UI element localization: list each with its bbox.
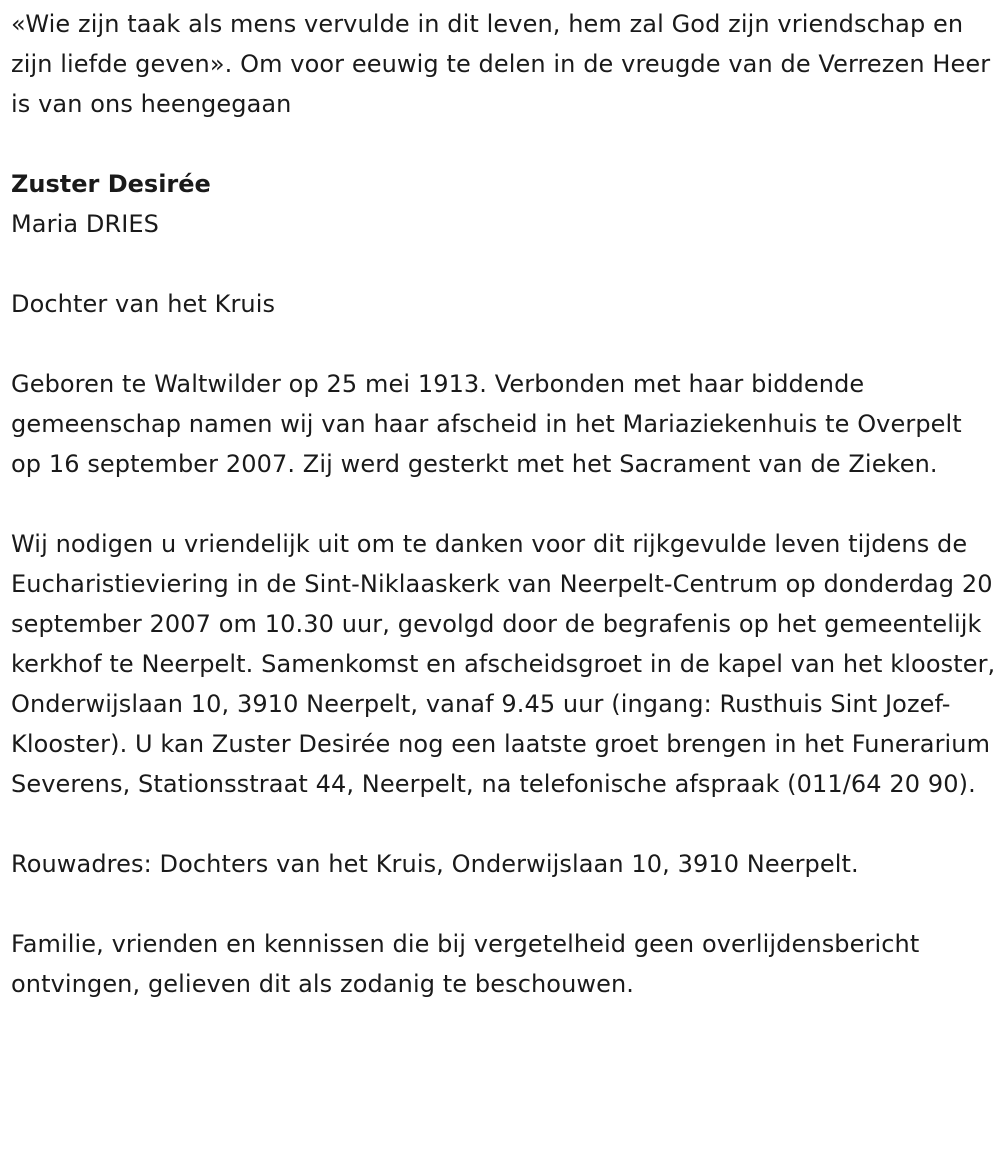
birth-death-paragraph: Geboren te Waltwilder op 25 mei 1913. Verbonden met haar biddende gemeenschap namen wij van haar afscheid in het Mariaziekenhuis te Overpelt op 16 september 2007. Zij werd gesterkt met het Sacrament van de Zieken. (11, 370, 962, 478)
mourning-address: Rouwadres: Dochters van het Kruis, Onderwijslaan 10, 3910 Neerpelt. (11, 850, 859, 878)
obituary-notice (11, 4, 996, 1004)
spacer (11, 124, 996, 164)
spacer (11, 244, 996, 284)
invitation-paragraph: Wij nodigen u vriendelijk uit om te danken voor dit rijkgevulde leven tijdens de Eucharistieviering in de Sint-Niklaaskerk van Neerpelt-Centrum op donderdag 20 september 2007 om 10.30 uur, gevolgd door de begrafenis op het gemeentelijk kerkhof te Neerpelt. Samenkomst en afscheidsgroet in de kapel van het klooster, Onderwijslaan 10, 3910 Neerpelt, vanaf 9.45 uur (ingang: Rusthuis Sint Jozef-Klooster). U kan Zuster Desirée nog een laatste groet brengen in het Funerarium Severens, Stationsstraat 44, Neerpelt, na telefonische afspraak (011/64 20 90). (11, 530, 996, 798)
closing-paragraph: Familie, vrienden en kennissen die bij vergetelheid geen overlijdensbericht ontvingen, gelieven dit als zodanig te beschouwen. (11, 930, 920, 998)
intro-quote: «Wie zijn taak als mens vervulde in dit leven, hem zal God zijn vriendschap en zijn liefde geven». Om voor eeuwig te delen in de vreugde van de Verrezen Heer is van ons heengegaan (11, 10, 991, 118)
deceased-full-name: Maria DRIES (11, 210, 160, 238)
congregation: Dochter van het Kruis (11, 290, 276, 318)
spacer (11, 324, 996, 364)
spacer (11, 884, 996, 924)
spacer (11, 484, 996, 524)
deceased-religious-name: Zuster Desirée (11, 170, 211, 198)
spacer (11, 804, 996, 844)
